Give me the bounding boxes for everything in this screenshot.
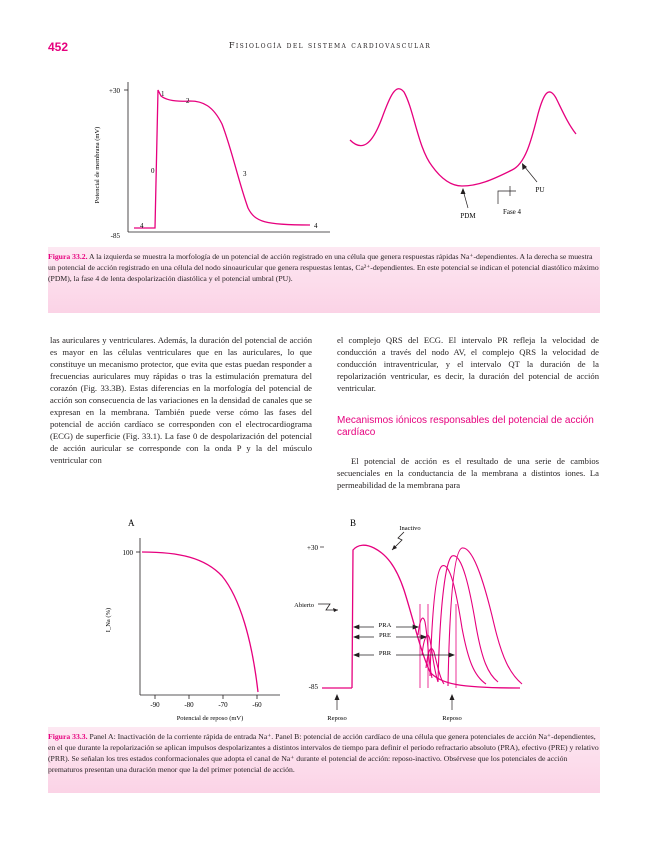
panel-a-x-tick-4: -60: [252, 701, 262, 709]
phase-4-left: 4: [140, 222, 144, 230]
figure-33-2: [0, 70, 647, 250]
fast-ap-trace: [134, 90, 310, 228]
left-y-label: Potencial de membrana (mV): [94, 126, 101, 204]
left-tick-top: +30: [109, 87, 120, 95]
panel-a-x-tick-1: -90: [150, 701, 160, 709]
phase-2: 2: [186, 97, 190, 105]
left-tick-bottom: -85: [110, 232, 120, 240]
panel-a-x-label: Potencial de reposo (mV): [176, 715, 244, 722]
body-column-2-section: El potencial de acción es el resultado de una serie de cambios secuenciales en la conductancia de la membrana a distintos iones. La permeabilidad de la membrana para: [337, 456, 599, 490]
page-number: 452: [48, 40, 69, 54]
label-prr: PRR: [378, 650, 392, 657]
figure-33-3: [0, 510, 647, 724]
section-heading: Mecanismos iónicos responsables del potencial de acción cardíaco: [337, 415, 594, 438]
label-abierto: Abierto: [294, 602, 314, 609]
label-pra: PRA: [378, 622, 392, 629]
running-title: Fisiología del sistema cardiovascular: [228, 40, 432, 50]
slow-ap-trace: [350, 89, 576, 186]
phase-3: 3: [243, 170, 247, 178]
label-fase-4: Fase 4: [502, 208, 522, 216]
panel-a-y-tick: 100: [122, 549, 133, 557]
panel-a-label: A: [128, 518, 135, 528]
caption-33-2-label: Figura 33.2.: [48, 252, 88, 261]
caption-33-2-text: A la izquierda se muestra la morfología de un potencial de acción registrado en una célula que genera respuestas rápidas Na⁺-dependientes. A la derecha se muestra un potencial de acción registrado en una célula del nodo sinoauricular que genera respuestas lentas, Ca²⁺-dependientes. En este potencial se indican el potencial diastólico máximo (PDM), la fase 4 de lenta despolarización diastólica y el potencial umbral (PU).: [48, 252, 599, 283]
caption-33-3: [48, 731, 600, 775]
inactivation-curve: [142, 552, 258, 692]
label-inactivo: Inactivo: [399, 525, 421, 532]
label-pdm: PDM: [460, 212, 476, 220]
caption-33-2: [48, 251, 600, 284]
phase-1: 1: [161, 90, 165, 98]
body-column-2: el complejo QRS del ECG. El intervalo PR refleja la velocidad de conducción a través del nodo AV, el complejo QRS la velocidad de conducción intraventricular, y el intervalo QT la duración de la repolarización ventricular, es decir, la duración del potencial de acción ventricular.: [337, 335, 599, 393]
label-pu: PU: [535, 186, 545, 194]
label-reposo-left: Reposo: [327, 715, 347, 722]
caption-33-3-text: Panel A: Inactivación de la corriente rápida de entrada Na⁺. Panel B: potencial de acción cardíaco de una célula que genera potenciales de acción Na⁺-dependientes, en el que durante la repolarización se aplican impulsos despolarizantes a distintos intervalos de tiempo para definir el período refractario absoluto (PRA), efectivo (PRE) y relativo (PRR). Se señalan los tres estados conformacionales que adopta el canal de Na⁺ durante el potencial de acción: reposo-inactivo. Obsérvese que los potenciales de acción prematuros presentan una duración menor que la del primer potencial de acción.: [48, 732, 599, 774]
label-pre: PRE: [379, 632, 391, 639]
panel-a-x-tick-3: -70: [218, 701, 228, 709]
panel-b-label: B: [350, 518, 357, 528]
label-reposo-right: Reposo: [442, 715, 462, 722]
body-column-1: las auriculares y ventriculares. Además, la duración del potencial de acción es mayor en las células ventriculares que en las auriculares, lo que constituye un mecanismo protector, que evita que estas puedan responder a frecuencias auriculares muy rápidas o tras la estimulación prematura del corazón (Fig. 33.3B). Estas diferencias en la morfología del potencial de acción son consecuencia de las variaciones en la densidad de canales que se expresan en la membrana. También puede verse cómo las fases del potencial de acción cardíaco se corresponden con el electrocardiograma (ECG) de superficie (Fig. 33.1). La fase 0 de despolarización del potencial de acción auricular se corresponde con la onda P y la del músculo ventricular con: [50, 335, 312, 465]
panel-b-main-ap: [352, 545, 520, 688]
panel-b-tick-top: +30: [307, 544, 318, 552]
panel-b-tick-bottom: -85: [308, 683, 318, 691]
panel-a-x-tick-2: -80: [184, 701, 194, 709]
phase-0: 0: [151, 167, 155, 175]
panel-a-y-label: I_Na (%): [105, 607, 112, 633]
phase-4-right: 4: [314, 222, 318, 230]
caption-33-3-label: Figura 33.3.: [48, 732, 88, 741]
